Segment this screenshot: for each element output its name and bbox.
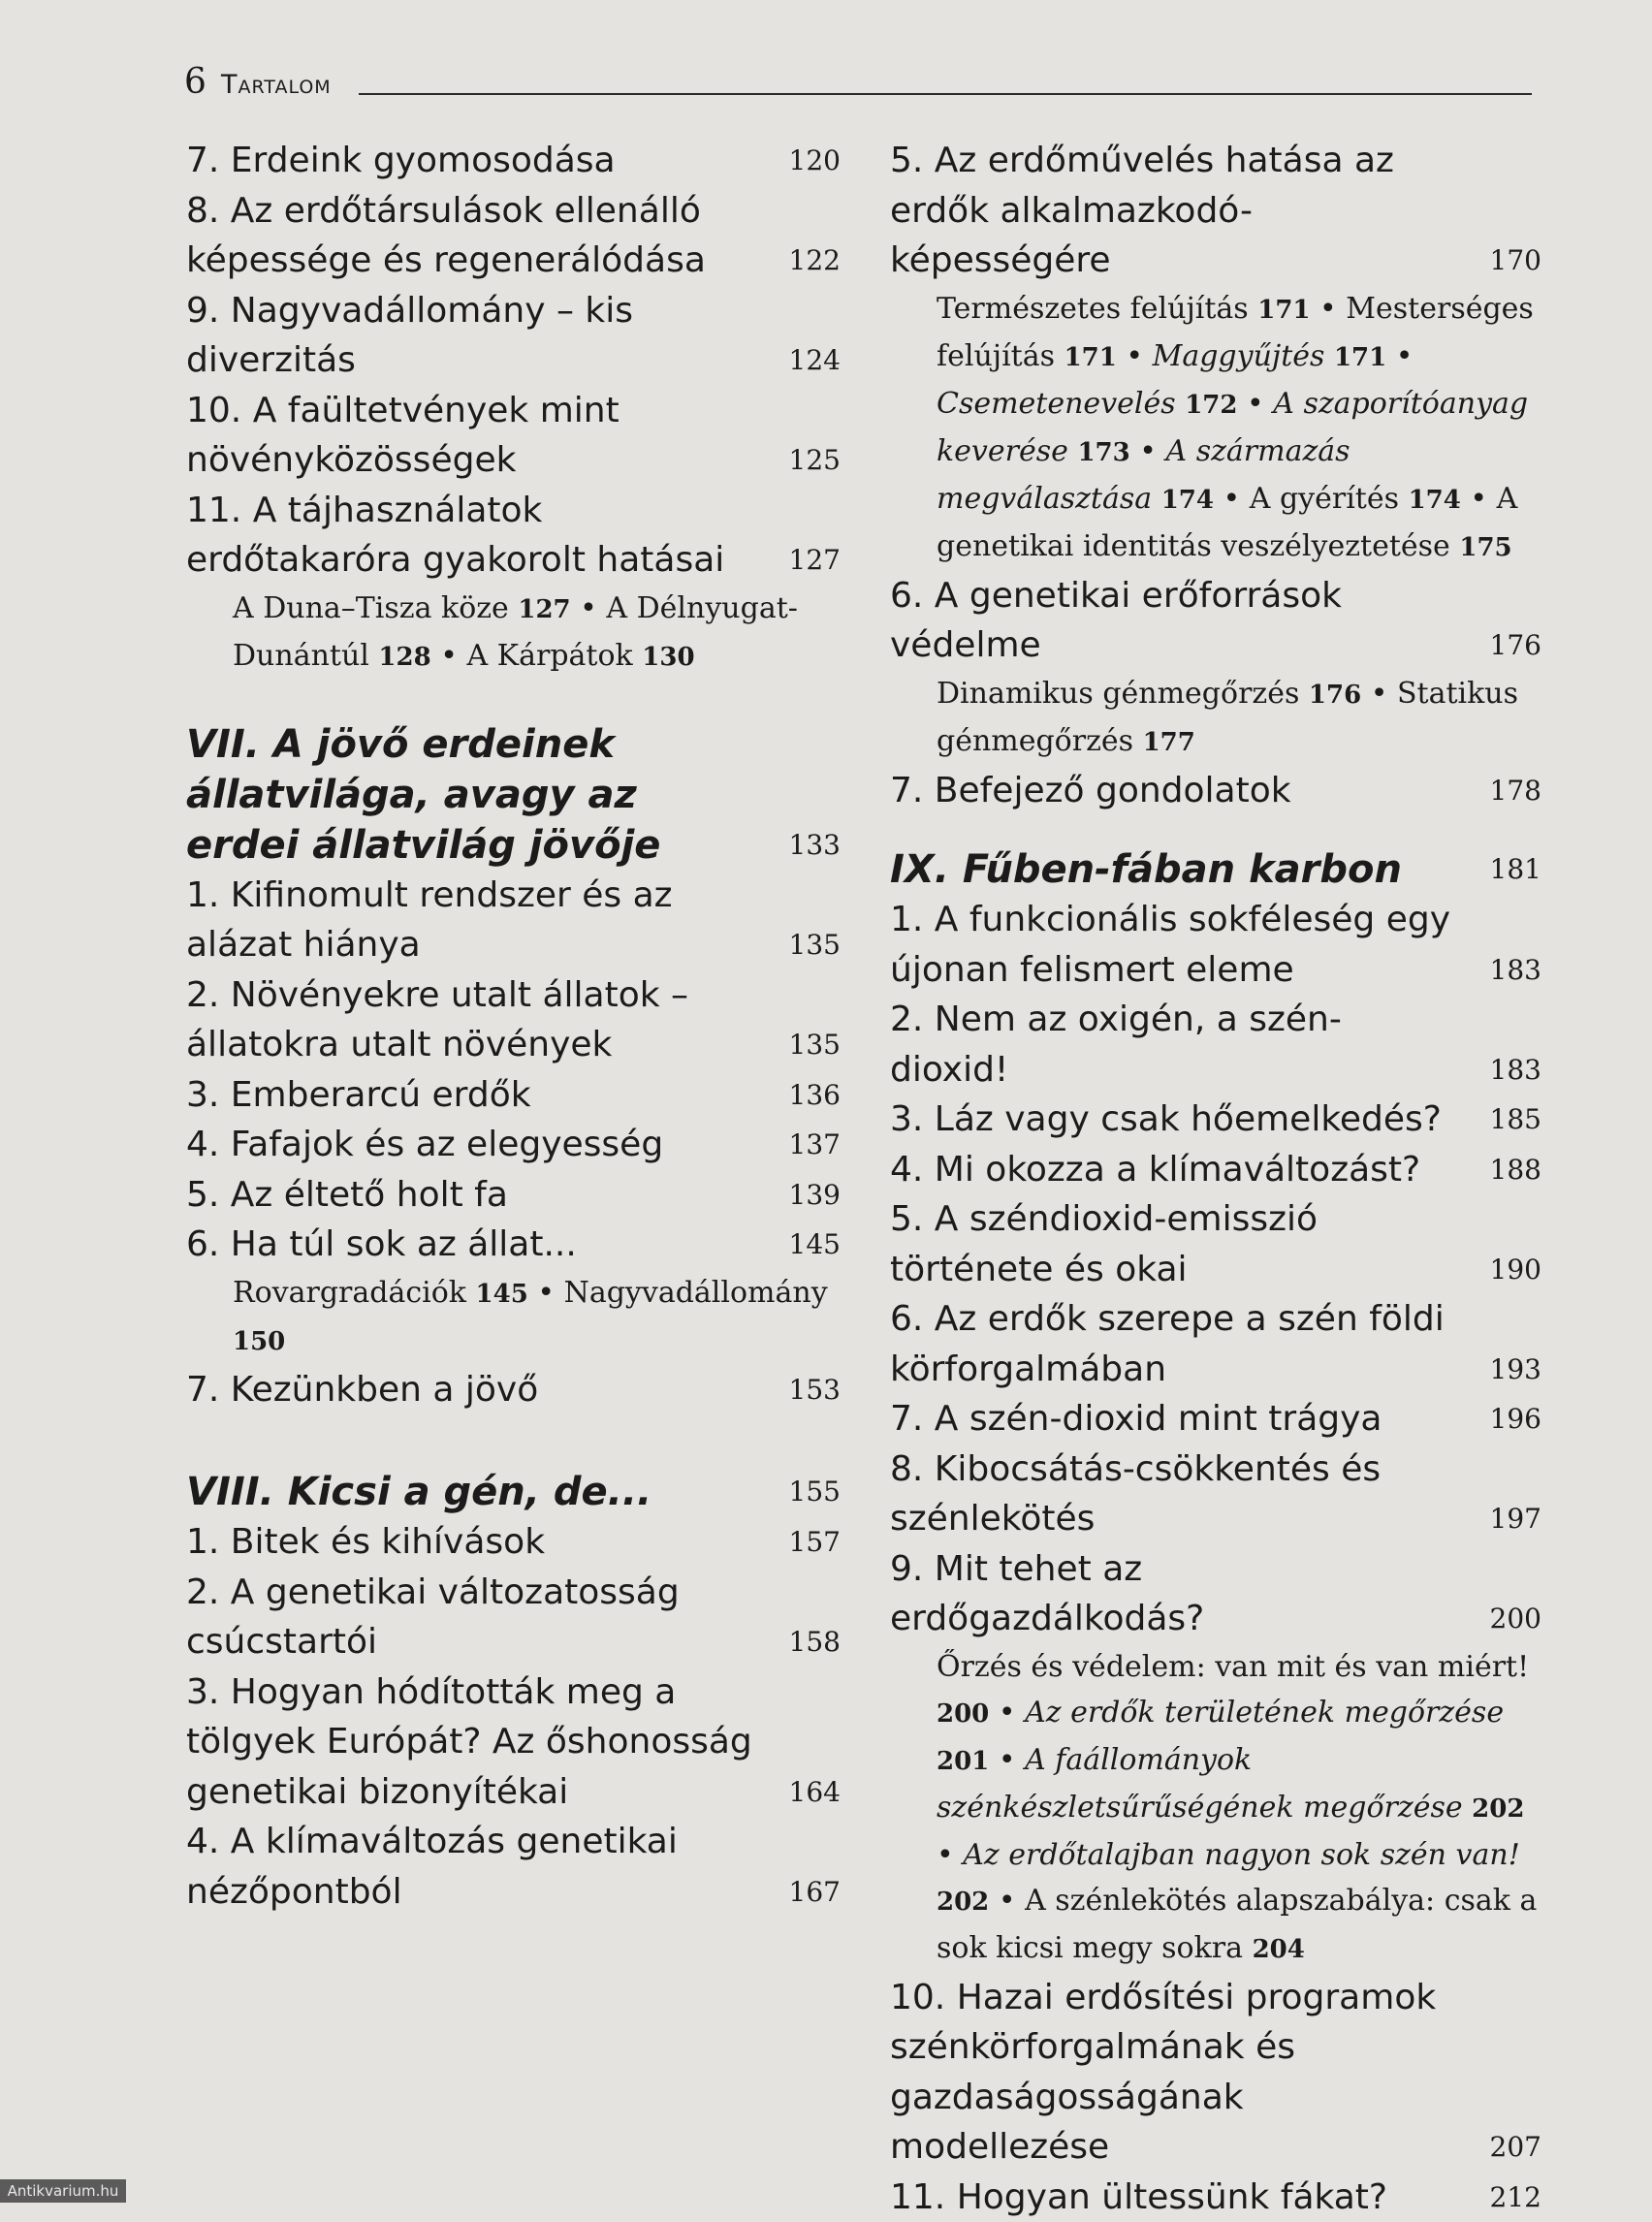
toc-entry[interactable]: 2. Növényekre utalt állatok – állatokra utalt növények 135 [186,970,841,1070]
toc-subentries: Dinamikus génmegőrzés 176 • Statikus génmegőrzés 177 [890,671,1541,766]
page-ref: 183 [1490,945,1541,996]
toc-subentries: Rovargradációk 145 • Nagyvadállomány 150 [186,1270,841,1365]
page-ref: 193 [1490,1345,1541,1395]
page-ref: 200 [1490,1594,1541,1644]
page-ref: 176 [1490,620,1541,671]
toc-entry[interactable]: 10. Hazai erdősítési programok szénkörforgalmának és gazdaságosságának modellezése 207 [890,1973,1541,2173]
toc-entry[interactable]: 7. A szén-dioxid mint trágya 196 [890,1394,1541,1444]
toc-entry[interactable]: 9. Mit tehet az erdőgazdálkodás? 200 [890,1544,1541,1644]
page-ref: 212 [1490,2173,1541,2222]
page-ref: 135 [789,920,841,970]
toc-subentries: Őrzés és védelem: van mit és van miért! 200 • Az erdők területének megőrzése 201 • A faállományok szénkészletsűrűségének megőrzése 202 • Az erdőtalajban nagyon sok szén van! 202 • A szénlekötés alapszabálya: csak a sok kicsi megy sokra 204 [890,1644,1541,1973]
section-heading-viii[interactable]: VIII. Kicsi a gén, de... 155 [186,1467,841,1517]
page-ref: 188 [1490,1145,1541,1195]
page-ref: 120 [789,136,841,186]
toc-entry[interactable]: 1. Bitek és kihívások 157 [186,1517,841,1568]
page-ref: 164 [789,1767,841,1818]
page-ref: 122 [789,236,841,286]
left-column [186,136,841,1917]
toc-entry[interactable]: 5. Az éltető holt fa 139 [186,1170,841,1221]
toc-entry[interactable]: 7. Befejező gondolatok 178 [890,766,1541,816]
toc-entry[interactable]: 10. A faültetvények mint növényközösségek 125 [186,386,841,486]
page-ref: 207 [1490,2122,1541,2173]
toc-entry[interactable]: 11. Hogyan ültessünk fákat? 212 [890,2173,1541,2222]
toc-subentries: Természetes felújítás 171 • Mesterséges felújítás 171 • Maggyűjtés 171 • Csemetenevelés 172 • A szaporítóanyag keverése 173 • A származás megválasztása 174 • A gyérítés 174 • A genetikai identitás veszélyeztetése 175 [890,286,1541,571]
page-ref: 190 [1490,1245,1541,1295]
toc-entry[interactable]: 4. Fafajok és az elegyesség 137 [186,1120,841,1170]
toc-entry[interactable]: 9. Nagyvadállomány – kis diverzitás 124 [186,286,841,386]
page-ref: 153 [789,1365,841,1415]
page-ref: 145 [789,1220,841,1270]
page-ref: 197 [1490,1494,1541,1544]
toc-entry[interactable]: 1. A funkcionális sokféleség egy újonan felismert eleme 183 [890,895,1541,995]
toc-entry[interactable]: 7. Erdeink gyomosodása 120 [186,136,841,186]
page-ref: 157 [789,1517,841,1568]
toc-subentries: A Duna–Tisza köze 127 • A Délnyugat-Dunántúl 128 • A Kárpátok 130 [186,586,841,681]
running-title: Tartalom [221,70,332,100]
page-ref: 137 [789,1120,841,1170]
page-ref: 136 [789,1070,841,1121]
page-ref: 127 [789,535,841,586]
toc-entry[interactable]: 2. Nem az oxigén, a szén-dioxid! 183 [890,995,1541,1095]
toc-entry[interactable]: 5. A széndioxid-emisszió története és okai 190 [890,1194,1541,1294]
toc-entry[interactable]: 6. A genetikai erőforrások védelme 176 [890,571,1541,671]
toc-entry[interactable]: 3. Emberarcú erdők 136 [186,1070,841,1121]
page-ref: 125 [789,435,841,486]
page-ref: 185 [1490,1095,1541,1145]
toc-entry[interactable]: 3. Láz vagy csak hőemelkedés? 185 [890,1095,1541,1145]
section-heading-ix[interactable]: IX. Fűben-fában karbon 181 [890,844,1541,895]
toc-entry[interactable]: 3. Hogyan hódították meg a tölgyek Európát? Az őshonosság genetikai bizonyítékai 164 [186,1667,841,1818]
toc-entry[interactable]: 11. A tájhasználatok erdőtakaróra gyakorolt hatásai 127 [186,486,841,586]
toc-entry[interactable]: 4. A klímaváltozás genetikai nézőpontból 167 [186,1817,841,1917]
page-header [184,62,1532,101]
page-ref: 158 [789,1617,841,1667]
page-ref: 155 [789,1467,841,1517]
toc-entry[interactable]: 8. Az erdőtársulások ellenálló képessége és regenerálódása 122 [186,186,841,286]
watermark: Antikvarium.hu [0,2179,126,2203]
toc-entry[interactable]: 8. Kibocsátás-csökkentés és szénlekötés 197 [890,1444,1541,1544]
toc-entry[interactable]: 7. Kezünkben a jövő 153 [186,1365,841,1415]
page-ref: 133 [789,820,841,871]
toc-entry[interactable]: 6. Ha túl sok az állat... 145 [186,1220,841,1270]
page-ref: 181 [1490,844,1541,895]
page-ref: 167 [789,1867,841,1918]
toc-entry[interactable]: 1. Kifinomult rendszer és az alázat hiánya 135 [186,871,841,970]
section-heading-vii[interactable]: VII. A jövő erdeinek állatvilága, avagy az erdei állatvilág jövője 133 [186,719,841,871]
toc-entry[interactable]: 4. Mi okozza a klímaváltozást? 188 [890,1145,1541,1195]
page-ref: 124 [789,335,841,386]
toc-entry[interactable]: 5. Az erdőművelés hatása az erdők alkalmazkodó-képességére 170 [890,136,1541,286]
right-column [890,136,1541,2222]
page-ref: 170 [1490,236,1541,286]
page-ref: 196 [1490,1394,1541,1444]
page-number: 6 [184,62,206,102]
page-ref: 178 [1490,766,1541,816]
page-ref: 139 [789,1170,841,1221]
page-ref: 183 [1490,1045,1541,1095]
page-ref: 135 [789,1020,841,1070]
header-rule [359,93,1532,95]
toc-entry[interactable]: 6. Az erdők szerepe a szén földi körforgalmában 193 [890,1294,1541,1394]
toc-entry[interactable]: 2. A genetikai változatosság csúcstartói 158 [186,1568,841,1667]
